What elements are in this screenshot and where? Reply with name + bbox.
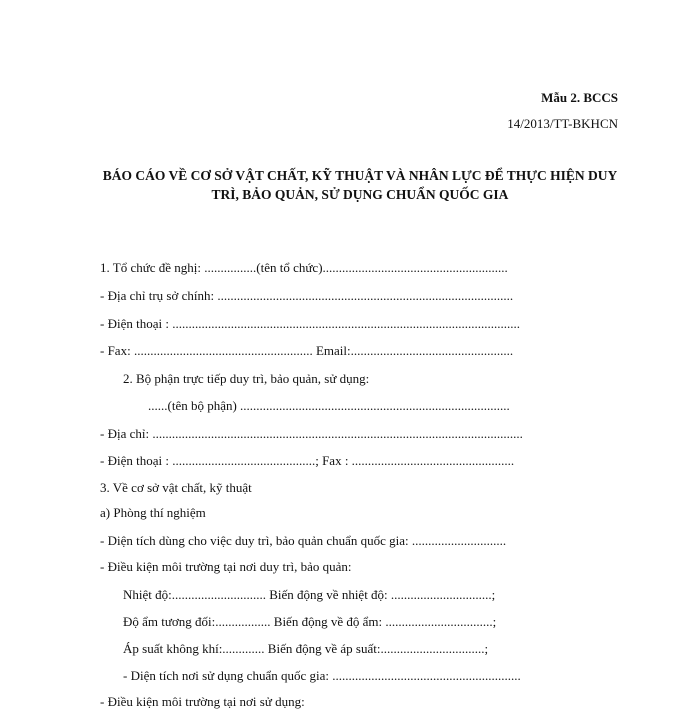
org-phone-line: - Điện thoại : ........................................................................................................... xyxy=(100,316,520,331)
storage-environment-heading: - Điều kiện môi trường tại nơi duy trì, bảo quản: xyxy=(100,559,352,574)
report-title-line-2: TRÌ, BẢO QUẢN, SỬ DỤNG CHUẨN QUỐC GIA xyxy=(211,187,509,202)
facilities-heading: 3. Về cơ sở vật chất, kỹ thuật xyxy=(100,480,252,495)
humidity-line: Độ ẩm tương đối:................. Biến động về độ ẩm: .................................; xyxy=(123,614,497,629)
circular-number: 14/2013/TT-BKHCN xyxy=(507,116,618,131)
pressure-line: Áp suất không khí:............. Biến động về áp suất:................................; xyxy=(123,641,489,656)
usage-area-line: - Diện tích nơi sử dụng chuẩn quốc gia: .......................................................... xyxy=(123,668,521,683)
storage-area-line: - Diện tích dùng cho việc duy trì, bảo quản chuẩn quốc gia: ............................. xyxy=(100,533,507,548)
form-code: Mẫu 2. BCCS xyxy=(541,90,618,105)
department-phone-fax-line: - Điện thoại : ............................................; Fax : .................................................. xyxy=(100,453,515,468)
department-address-line: - Địa chỉ: .................................................................................................................. xyxy=(100,426,523,441)
department-name-line: ......(tên bộ phận) ................................................................................... xyxy=(148,398,510,413)
department-heading: 2. Bộ phận trực tiếp duy trì, bảo quản, sử dụng: xyxy=(123,371,370,386)
org-fax-email-line: - Fax: ....................................................... Email:.................................................. xyxy=(100,343,514,358)
usage-environment-heading: - Điều kiện môi trường tại nơi sử dụng: xyxy=(100,694,305,709)
org-name-line: 1. Tổ chức đề nghị: ................(tên tổ chức)......................................................... xyxy=(100,260,508,275)
report-title-line-1: BÁO CÁO VỀ CƠ SỞ VẬT CHẤT, KỸ THUẬT VÀ NHÂN LỰC ĐỂ THỰC HIỆN DUY xyxy=(102,168,618,183)
report-title xyxy=(60,166,660,204)
org-address-line: - Địa chỉ trụ sở chính: ........................................................................................... xyxy=(100,288,514,303)
laboratory-heading: a) Phòng thí nghiệm xyxy=(100,505,206,520)
temperature-line: Nhiệt độ:............................. Biến động về nhiệt độ: ...............................; xyxy=(123,587,496,602)
